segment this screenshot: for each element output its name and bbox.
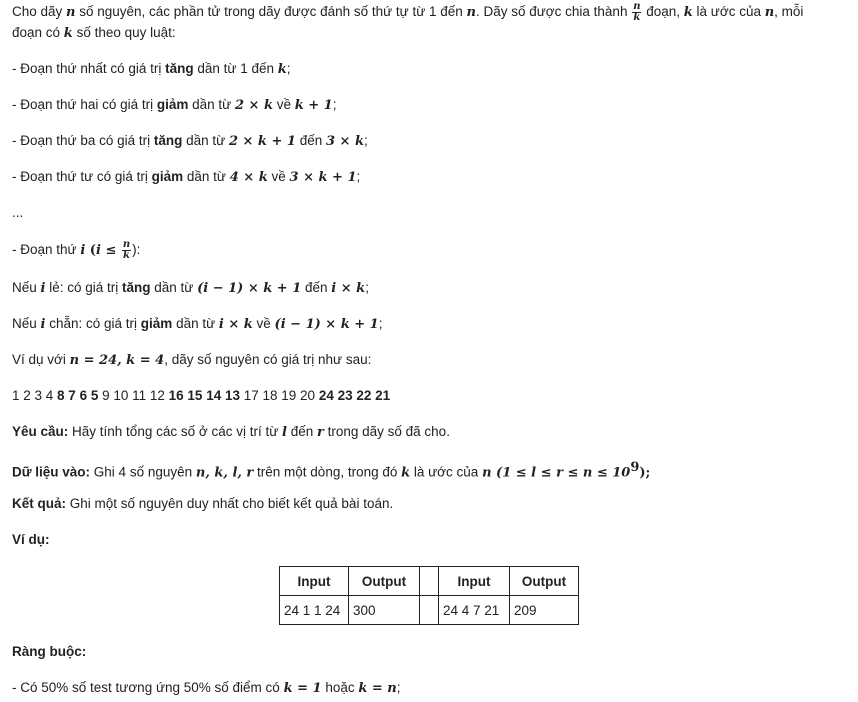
math-fraction: $\frac{n}{k}$ <box>122 239 131 261</box>
odd-rule: Nếu i lẻ: có giá trị tăng dần từ (i − 1) × k + 1 đến i × k; <box>12 280 369 296</box>
math-var: n <box>466 5 476 21</box>
rule-3: - Đoạn thứ ba có giá trị tăng dần từ 2 × k + 1 đến 3 × k; <box>12 133 368 149</box>
table-header: Input <box>280 567 349 596</box>
example-intro: Ví dụ với n = 24, k = 4, dãy số nguyên có giá trị như sau: <box>12 352 372 368</box>
table-cell: 24 1 1 24 <box>280 596 349 625</box>
table-row <box>280 596 579 625</box>
math-fraction: $\frac{n}{k}$ <box>633 1 641 23</box>
ellipsis: ... <box>12 205 24 220</box>
table-header: Output <box>349 567 420 596</box>
table-cell: 209 <box>510 596 579 625</box>
output-spec: Kết quả: Ghi một số nguyên duy nhất cho biết kết quả bài toán. <box>12 496 394 511</box>
sequence: 1 2 3 4 8 7 6 5 9 10 11 12 16 15 14 13 17 18 19 20 24 23 22 21 <box>12 388 391 403</box>
table-header-row <box>280 567 579 596</box>
general-rule: - Đoạn thứ i (i ≤ $\frac{n}{k}$ ): <box>12 239 141 261</box>
constraints-label: Ràng buộc: <box>12 644 87 659</box>
table-gap-cell <box>420 567 439 596</box>
table-cell: 24 4 7 21 <box>439 596 510 625</box>
constraint-1: - Có 50% số test tương ứng 50% số điểm có k = 1 hoặc k = n; <box>12 680 401 696</box>
intro-line-1: Cho dãy n số nguyên, các phần tử trong dãy được đánh số thứ tự từ 1 đến n. Dãy số được chia thành $\frac{n}{k}$ đoạn, k là ước của n, mỗi <box>12 1 804 23</box>
example-table <box>279 566 579 625</box>
rule-4: - Đoạn thứ tư có giá trị giảm dần từ 4 × k về 3 × k + 1; <box>12 169 361 185</box>
rule-2: - Đoạn thứ hai có giá trị giảm dần từ 2 × k về k + 1; <box>12 97 337 113</box>
rule-1: - Đoạn thứ nhất có giá trị tăng dần từ 1 đến k; <box>12 61 291 77</box>
math-var: k <box>63 26 73 41</box>
table-header: Input <box>439 567 510 596</box>
math-var: n <box>764 5 775 21</box>
math-var: n <box>66 5 76 21</box>
request: Yêu cầu: Hãy tính tổng các số ở các vị trí từ l đến r trong dãy số đã cho. <box>12 424 450 440</box>
example-label: Ví dụ: <box>12 532 50 547</box>
math-var: k <box>683 5 693 21</box>
input-spec: Dữ liệu vào: Ghi 4 số nguyên n, k, l, r trên một dòng, trong đó k là ước của n $(1 \le l \le r \le n \le 10^9)$; <box>12 460 651 481</box>
table-header: Output <box>510 567 579 596</box>
table-gap-cell <box>420 596 439 625</box>
table-cell: 300 <box>349 596 420 625</box>
even-rule: Nếu i chẵn: có giá trị giảm dần từ i × k về (i − 1) × k + 1; <box>12 316 383 332</box>
intro-line-2: đoạn có k số theo quy luật: <box>12 25 176 41</box>
